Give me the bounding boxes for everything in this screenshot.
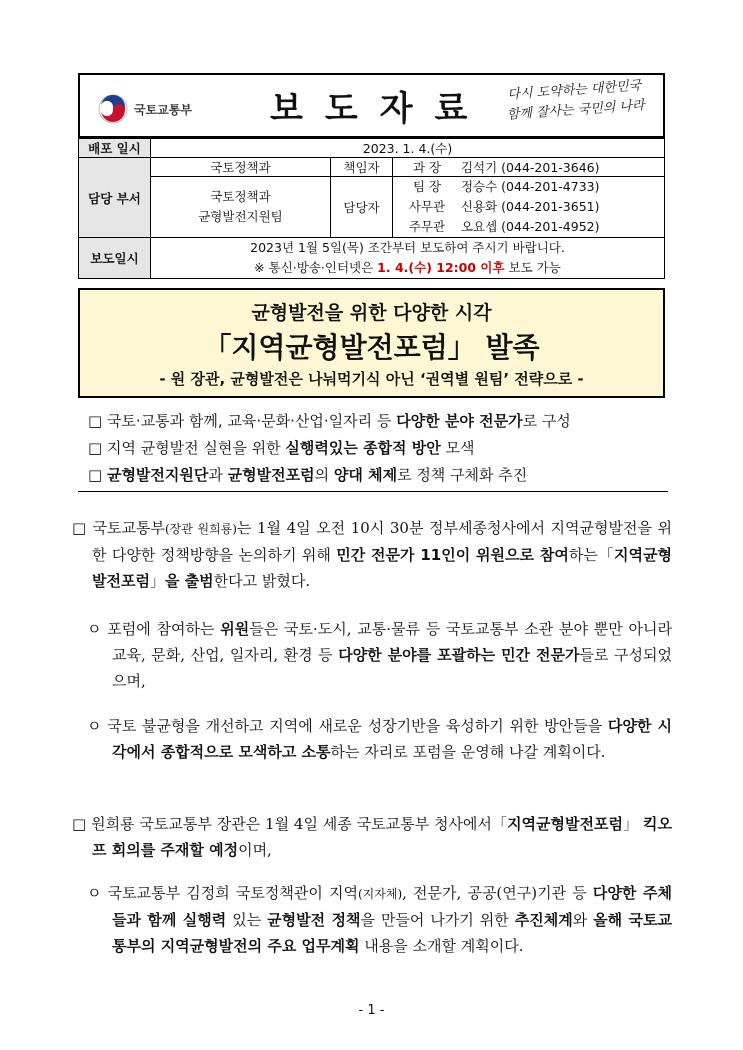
slogan-line-1: 다시 도약하는 대한민국 (506, 78, 642, 103)
report-time-note: ※ 통신·방송·인터넷은 1. 4.(수) 12:00 이후 보도 가능 (254, 260, 561, 275)
body-paragraph-3: ㅇ 국토 불균형을 개선하고 지역에 새로운 성장기반을 육성하기 위한 방안들을 다양한 시각에서 종합적으로 모색하고 소통하는 자리로 포럼을 운영해 나갈 계획이다. (87, 717, 672, 761)
staff-department-1: 국토정책과 (210, 189, 271, 204)
body-paragraph-1: □ 국토교통부(장관 원희룡)는 1월 4일 오전 10시 30분 정부세종청사에서 지역균형발전을 위한 다양한 정책방향을 논의하기 위해 민간 전문가 11인이 위원으로 참여하는「지역균형발전포럼」을 출범한다고 밝혔다. (72, 519, 672, 590)
summary-item: □ 균형발전지원단과 균형발전포럼의 양대 체제로 정책 구체화 추진 (88, 466, 528, 484)
report-time-value (151, 238, 665, 279)
headline-subtitle: - 원 장관, 균형발전은 나눠먹기식 아닌 ‘권역별 원팀’ 전략으로 - (159, 370, 584, 388)
page-number: - 1 - (358, 1003, 385, 1018)
body-paragraph-5: ㅇ 국토교통부 김정희 국토정책관이 지역(지자체), 전문가, 공공(연구)기관 등 다양한 주체들과 함께 실행력 있는 균형발전 정책을 만들어 나가기 위한 추진체계와 올해 국토교통부의 지역균형발전의 주요 업무계획 내용을 소개할 계획이다. (87, 884, 672, 955)
government-slogan (489, 75, 661, 127)
responsible-label: 책임자 (331, 158, 393, 177)
release-info-table (78, 138, 665, 279)
release-date-label: 배포 일시 (79, 139, 151, 158)
summary-item: □ 지역 균형발전 실현을 위한 실행력있는 종합적 방안 모색 (88, 439, 475, 457)
headline-title: 「지역균형발전포럼」 발족 (203, 331, 540, 364)
body-paragraph-4: □ 원희룡 국토교통부 장관은 1월 4일 세종 국토교통부 청사에서「지역균형발전포럼」 킥오프 회의를 주재할 예정이며, (72, 815, 672, 859)
slogan-line-2: 함께 잘사는 국민의 나라 (506, 98, 646, 123)
headline-kicker: 균형발전을 위한 다양한 시각 (251, 302, 492, 324)
staff-row: 주무관 오요셉 (044-201-4952) (408, 219, 600, 234)
staff-department-2: 균형발전지원팀 (198, 209, 283, 224)
press-release-header (78, 73, 665, 138)
responsible-role: 과 장 (412, 160, 442, 175)
department-label: 담당 부서 (79, 158, 151, 238)
responsible-department: 국토정책과 (151, 158, 331, 177)
staff-row: 팀 장 정승수 (044-201-4733) (412, 179, 600, 194)
section-divider (78, 491, 668, 492)
staff-label: 담당자 (331, 177, 393, 238)
headline-box (78, 288, 665, 398)
ministry-name: 국토교통부 (134, 102, 192, 117)
body-paragraph-2: ㅇ 포럼에 참여하는 위원들은 국토·도시, 교통·물류 등 국토교통부 소관 분야 뿐만 아니라 교육, 문화, 산업, 일자리, 환경 등 다양한 분야를 포괄하는 민간 전문가들로 구성되었으며, (87, 620, 672, 690)
release-date-value: 2023. 1. 4.(수) (151, 139, 665, 158)
taegeuk-logo-icon (98, 94, 128, 124)
report-time-line: 2023년 1월 5일(목) 조간부터 보도하여 주시기 바랍니다. (250, 240, 565, 255)
responsible-person (393, 158, 665, 177)
embargo-time: 1. 4.(수) 12:00 이후 (377, 260, 505, 275)
staff-list (393, 177, 665, 238)
responsible-name: 김석기 (044-201-3646) (460, 160, 600, 175)
report-time-label: 보도일시 (79, 238, 151, 279)
staff-departments (151, 177, 331, 238)
ministry-logo (98, 94, 192, 124)
staff-row: 사무관 신용화 (044-201-3651) (408, 199, 600, 214)
summary-points (88, 408, 571, 489)
summary-item: □ 국토·교통과 함께, 교육·문화·산업·일자리 등 다양한 분야 전문가로 구성 (88, 412, 571, 430)
document-title: 보도자료 (270, 89, 490, 129)
